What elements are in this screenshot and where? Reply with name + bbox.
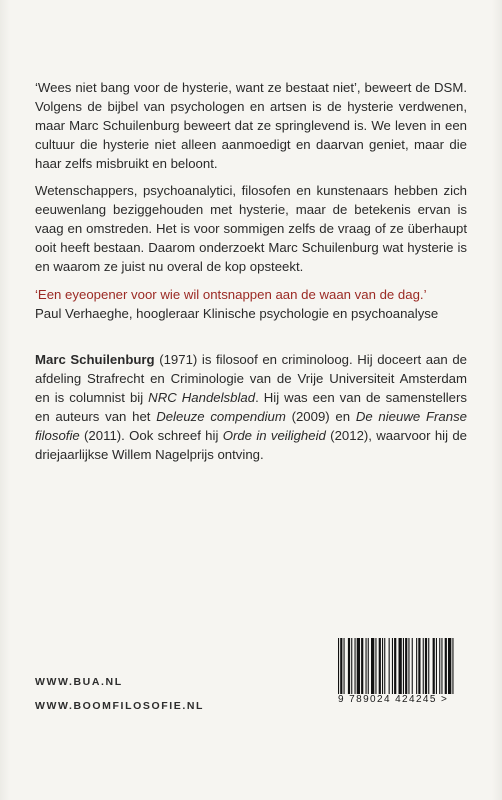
- barcode-bar: [368, 638, 369, 694]
- barcode-bar: [366, 638, 367, 694]
- barcode-bar: [423, 638, 424, 694]
- barcode-bar: [412, 638, 413, 694]
- url-boomfilosofie[interactable]: WWW.BOOMFILOSOFIE.NL: [35, 700, 205, 712]
- review-quote: [35, 285, 467, 323]
- bio-text: (2009) en: [285, 409, 356, 424]
- barcode-bar: [384, 638, 385, 694]
- barcode-bar: [428, 638, 429, 694]
- barcode-bar: [441, 638, 442, 694]
- barcode-bar: [436, 638, 437, 694]
- bio-title: NRC Handelsblad: [148, 390, 256, 405]
- barcode-bar: [452, 638, 453, 694]
- quote-attribution: Paul Verhaeghe, hoogleraar Klinische psychologie en psychoanalyse: [35, 306, 439, 321]
- bio-text: (2011). Ook schreef hij: [79, 428, 223, 443]
- barcode-bar: [448, 638, 451, 694]
- barcode-bar: [408, 638, 409, 694]
- barcode-bar: [338, 638, 339, 694]
- bio-title: Orde in veiligheid: [222, 428, 326, 443]
- barcode-bar: [433, 638, 435, 694]
- barcode-bar: [348, 638, 350, 694]
- bio-title: Deleuze compendium: [156, 409, 286, 424]
- quote-text: ‘Een eyeopener voor wie wil ontsnappen aan de waan van de dag.’: [35, 287, 427, 302]
- barcode-bar: [392, 638, 393, 694]
- bio-text: (1971) is filosoof en criminoloog. Hij doceert aan de afdeling Strafrecht en Criminologie van de Vrije Universiteit Amsterdam en is columnist bij: [35, 352, 467, 405]
- bio-text: . Hij was een van de samenstellers en auteurs van het: [35, 390, 467, 424]
- barcode-bar: [425, 638, 427, 694]
- author-name: Marc Schuilenburg: [35, 352, 155, 367]
- barcode-bar: [379, 638, 381, 694]
- isbn-number: 9 789024 424245 >: [338, 694, 474, 705]
- barcode-bar: [389, 638, 390, 694]
- barcode-bar: [418, 638, 420, 694]
- barcode-bar: [399, 638, 402, 694]
- blurb-paragraph-1: ‘Wees niet bang voor de hysterie, want ze bestaat niet’, beweert de DSM. Volgens de bijbel van psychologen en artsen is de hysterie verdwenen, maar Marc Schuilenburg beweert dat ze springlevend is. We leven in een cultuur die hysterie niet alleen aanmoedigt en daarvan geniet, maar die haar zelfs misbruikt en beloont.: [35, 80, 467, 171]
- author-bio: [35, 350, 467, 464]
- bio-title: De nieuwe Franse filosofie: [35, 409, 467, 443]
- barcode-bar: [416, 638, 417, 694]
- barcode-bar: [344, 638, 345, 694]
- barcode-bar: [382, 638, 383, 694]
- url-bua[interactable]: WWW.BUA.NL: [35, 676, 123, 688]
- bio-text: (2012), waarvoor hij de driejaarlijkse Willem Nagelprijs ontving.: [35, 428, 467, 462]
- barcode-bar: [405, 638, 407, 694]
- barcode-bar: [439, 638, 440, 694]
- barcode-bar: [394, 638, 396, 694]
- barcode-bar: [357, 638, 360, 694]
- barcode-bar: [361, 638, 363, 694]
- barcode-bar: [340, 638, 342, 694]
- publisher-urls: [35, 670, 204, 718]
- barcode-bar: [351, 638, 352, 694]
- blurb-paragraph-2: Wetenschappers, psychoanalytici, filosofen en kunstenaars hebben zich eeuwenlang beziggehouden met hysterie, maar de betekenis ervan is vaag en omstreden. Het is voor sommigen zelfs de vraag of ze überhaupt ooit heeft bestaan. Daarom onderzoekt Marc Schuilenburg wat hysterie is en waarom ze juist nu overal de kop opsteekt.: [35, 183, 467, 274]
- barcode-bar: [445, 638, 447, 694]
- barcode-bar: [371, 638, 374, 694]
- barcode-bar: [403, 638, 404, 694]
- barcode-bar: [355, 638, 356, 694]
- barcode-bar: [375, 638, 376, 694]
